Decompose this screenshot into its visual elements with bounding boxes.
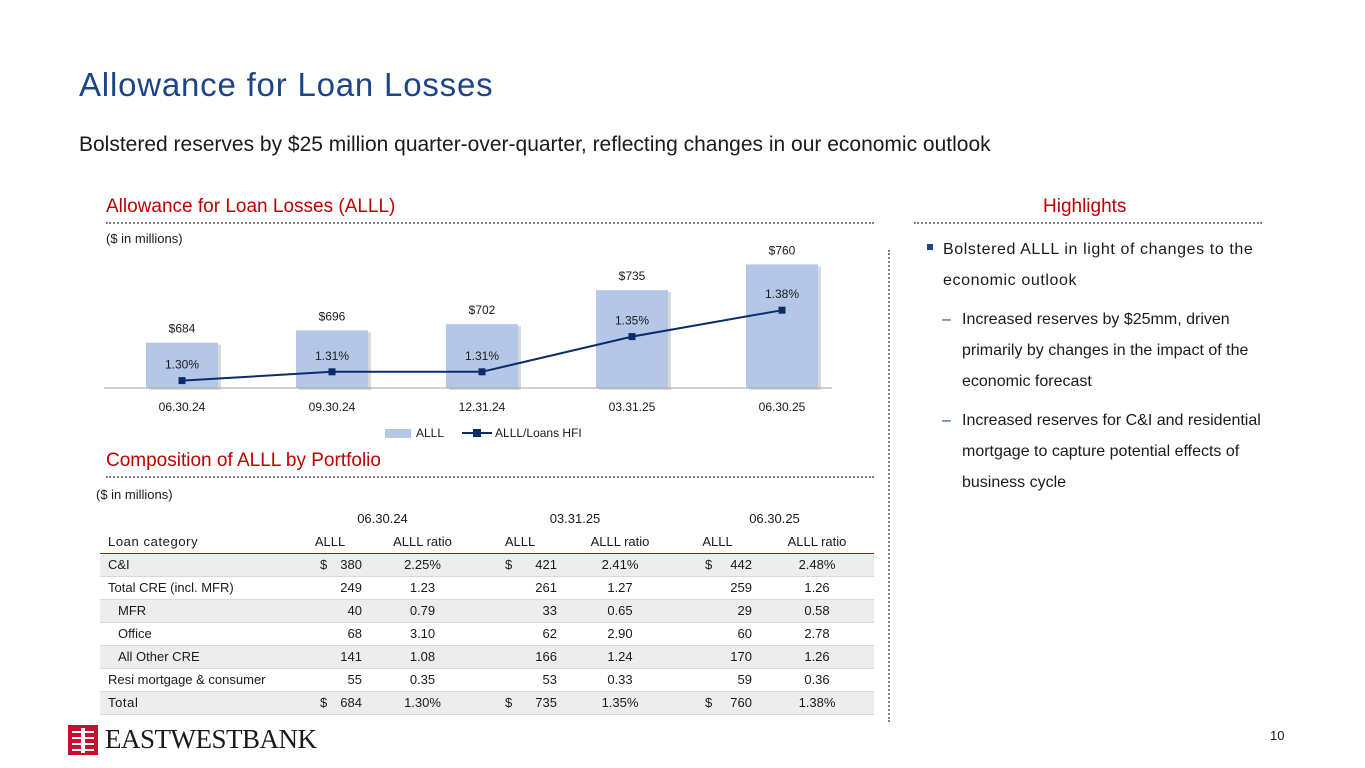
dollar-sign: $: [705, 695, 713, 710]
loan-category-cell: Office: [100, 622, 290, 645]
alll-value-cell: [475, 599, 565, 622]
loan-category-cell: Total CRE (incl. MFR): [100, 576, 290, 599]
loan-category-cell: Resi mortgage & consumer: [100, 668, 290, 691]
company-logo: [68, 724, 317, 755]
alll-value-cell: [475, 553, 565, 576]
alll-ratio-cell: 1.26: [760, 576, 874, 599]
alll-value-cell: [675, 576, 760, 599]
chart-section-rule: [106, 222, 874, 224]
alll-value: 760: [730, 695, 752, 710]
bar-value-label: $760: [768, 243, 796, 258]
column-header: Loan category: [100, 530, 290, 553]
column-header: ALLL ratio: [760, 530, 874, 553]
alll-value: 735: [535, 695, 557, 710]
period-header-row: [100, 507, 874, 530]
table-row: [100, 622, 874, 645]
logo-mark-icon: [68, 725, 98, 755]
ratio-value-label: 1.35%: [614, 313, 650, 328]
highlights-rule: [914, 222, 1262, 224]
alll-value-cell: [290, 645, 370, 668]
logo-wordmark: EASTWESTBANK: [105, 724, 317, 754]
alll-value: 249: [340, 580, 362, 595]
column-header: ALLL: [675, 530, 760, 553]
ratio-point: [629, 333, 636, 340]
alll-ratio-cell: 1.30%: [370, 691, 475, 714]
alll-value-cell: [290, 553, 370, 576]
alll-value: 29: [737, 603, 752, 618]
alll-ratio-cell: 1.08: [370, 645, 475, 668]
page-number: 10: [1270, 728, 1285, 743]
alll-ratio-cell: 1.23: [370, 576, 475, 599]
alll-ratio-cell: 2.90: [565, 622, 675, 645]
bar-value-label: $696: [318, 309, 346, 324]
alll-value: 141: [340, 649, 362, 664]
alll-value: 380: [340, 557, 362, 572]
loan-category-cell: All Other CRE: [100, 645, 290, 668]
column-header: ALLL: [290, 530, 370, 553]
highlight-sub-item: [925, 304, 1265, 397]
alll-ratio-cell: 1.38%: [760, 691, 874, 714]
alll-value: 68: [347, 626, 362, 641]
alll-ratio-cell: 0.33: [565, 668, 675, 691]
chart-units-note: ($ in millions): [106, 231, 183, 246]
alll-value-cell: [290, 576, 370, 599]
table-row: [100, 576, 874, 599]
alll-value: 166: [535, 649, 557, 664]
alll-ratio-cell: 1.27: [565, 576, 675, 599]
column-header: ALLL ratio: [565, 530, 675, 553]
alll-value-cell: [290, 691, 370, 714]
period-label: 06.30.25: [749, 511, 800, 526]
alll-value-cell: [290, 622, 370, 645]
alll-value-cell: [475, 645, 565, 668]
alll-ratio-cell: 1.35%: [565, 691, 675, 714]
ratio-point: [179, 377, 186, 384]
legend-swatch-alll: [385, 429, 411, 438]
alll-value: 684: [340, 695, 362, 710]
alll-ratio-cell: 2.25%: [370, 553, 475, 576]
x-tick-label: 03.31.25: [608, 400, 656, 414]
highlight-sub-text: Increased reserves by $25mm, driven primarily by changes in the impact of the economic forecast: [962, 311, 1249, 390]
highlights-list: [925, 234, 1265, 498]
alll-value: 259: [730, 580, 752, 595]
alll-value: 60: [737, 626, 752, 641]
x-tick-label: 06.30.24: [158, 400, 206, 414]
dash-icon: –: [942, 412, 951, 429]
composition-section-title: Composition of ALLL by Portfolio: [106, 450, 381, 471]
dollar-sign: $: [320, 557, 328, 572]
alll-value-cell: [675, 622, 760, 645]
alll-ratio-cell: 0.65: [565, 599, 675, 622]
alll-value-cell: [475, 576, 565, 599]
dollar-sign: $: [505, 695, 513, 710]
table-row: [100, 553, 874, 576]
highlight-bullet: Bolstered ALLL in light of changes to the economic outlook: [925, 234, 1265, 296]
loan-category-cell: MFR: [100, 599, 290, 622]
alll-value: 53: [542, 672, 557, 687]
alll-ratio-cell: 0.79: [370, 599, 475, 622]
alll-ratio-cell: 3.10: [370, 622, 475, 645]
alll-value-cell: [675, 553, 760, 576]
highlight-sub-item: [925, 405, 1265, 498]
chart-section-title: Allowance for Loan Losses (ALLL): [106, 196, 396, 217]
alll-value-cell: [675, 645, 760, 668]
alll-ratio-cell: 0.36: [760, 668, 874, 691]
ratio-value-label: 1.30%: [164, 357, 200, 372]
alll-value: 442: [730, 557, 752, 572]
x-tick-label: 06.30.25: [758, 400, 806, 414]
alll-ratio-cell: 2.41%: [565, 553, 675, 576]
legend-swatch-ratio: [462, 428, 492, 438]
dash-icon: –: [942, 311, 951, 328]
column-header: ALLL: [475, 530, 565, 553]
table-row: [100, 645, 874, 668]
legend-label-ratio: ALLL/Loans HFI: [495, 426, 582, 440]
page-title: Allowance for Loan Losses: [79, 66, 494, 103]
ratio-value-label: 1.31%: [314, 348, 350, 363]
alll-chart: [100, 238, 840, 418]
alll-ratio-cell: 1.26: [760, 645, 874, 668]
alll-value-cell: [475, 691, 565, 714]
loan-category-cell: Total: [100, 691, 290, 714]
alll-ratio-cell: 0.58: [760, 599, 874, 622]
dollar-sign: $: [705, 557, 713, 572]
alll-composition-table: [100, 507, 874, 715]
vertical-divider: [888, 250, 890, 722]
composition-units-note: ($ in millions): [96, 487, 173, 502]
highlights-title: Highlights: [1043, 196, 1127, 217]
alll-value: 261: [535, 580, 557, 595]
chart-legend: [385, 426, 582, 440]
loan-category-cell: C&I: [100, 553, 290, 576]
alll-value: 421: [535, 557, 557, 572]
alll-value-cell: [475, 622, 565, 645]
ratio-point: [779, 307, 786, 314]
x-tick-label: 12.31.24: [458, 400, 506, 414]
alll-ratio-cell: 1.24: [565, 645, 675, 668]
alll-value: 55: [347, 672, 362, 687]
alll-ratio-cell: 2.48%: [760, 553, 874, 576]
alll-ratio-cell: 2.78: [760, 622, 874, 645]
alll-value-cell: [675, 599, 760, 622]
ratio-point: [329, 368, 336, 375]
bar-value-label: $702: [468, 303, 496, 318]
period-label: 03.31.25: [549, 511, 601, 526]
alll-value-cell: [475, 668, 565, 691]
column-header-row: [100, 530, 874, 553]
alll-ratio-cell: 0.35: [370, 668, 475, 691]
page-subtitle: Bolstered reserves by $25 million quarter-over-quarter, reflecting changes in our economic outlook: [79, 133, 991, 156]
alll-value-cell: [675, 668, 760, 691]
alll-value: 170: [730, 649, 752, 664]
bar-value-label: $735: [618, 269, 646, 284]
table-row: [100, 691, 874, 714]
table-row: [100, 599, 874, 622]
composition-section-rule: [106, 476, 874, 478]
ratio-value-label: 1.38%: [764, 287, 800, 302]
period-label: 06.30.24: [357, 511, 408, 526]
alll-value: 59: [737, 672, 752, 687]
highlight-sub-text: Increased reserves for C&I and residential mortgage to capture potential effects of business cycle: [962, 412, 1261, 491]
bar-value-label: $684: [168, 321, 196, 336]
column-header: ALLL ratio: [370, 530, 475, 553]
alll-value: 40: [347, 603, 362, 618]
alll-value-cell: [290, 668, 370, 691]
legend-label-alll: ALLL: [416, 426, 445, 440]
table-row: [100, 668, 874, 691]
dollar-sign: $: [320, 695, 328, 710]
alll-bar: [746, 264, 818, 388]
alll-value-cell: [675, 691, 760, 714]
ratio-value-label: 1.31%: [464, 348, 500, 363]
alll-value: 33: [542, 603, 557, 618]
dollar-sign: $: [505, 557, 513, 572]
x-tick-label: 09.30.24: [308, 400, 356, 414]
alll-value-cell: [290, 599, 370, 622]
ratio-point: [479, 368, 486, 375]
alll-value: 62: [542, 626, 557, 641]
